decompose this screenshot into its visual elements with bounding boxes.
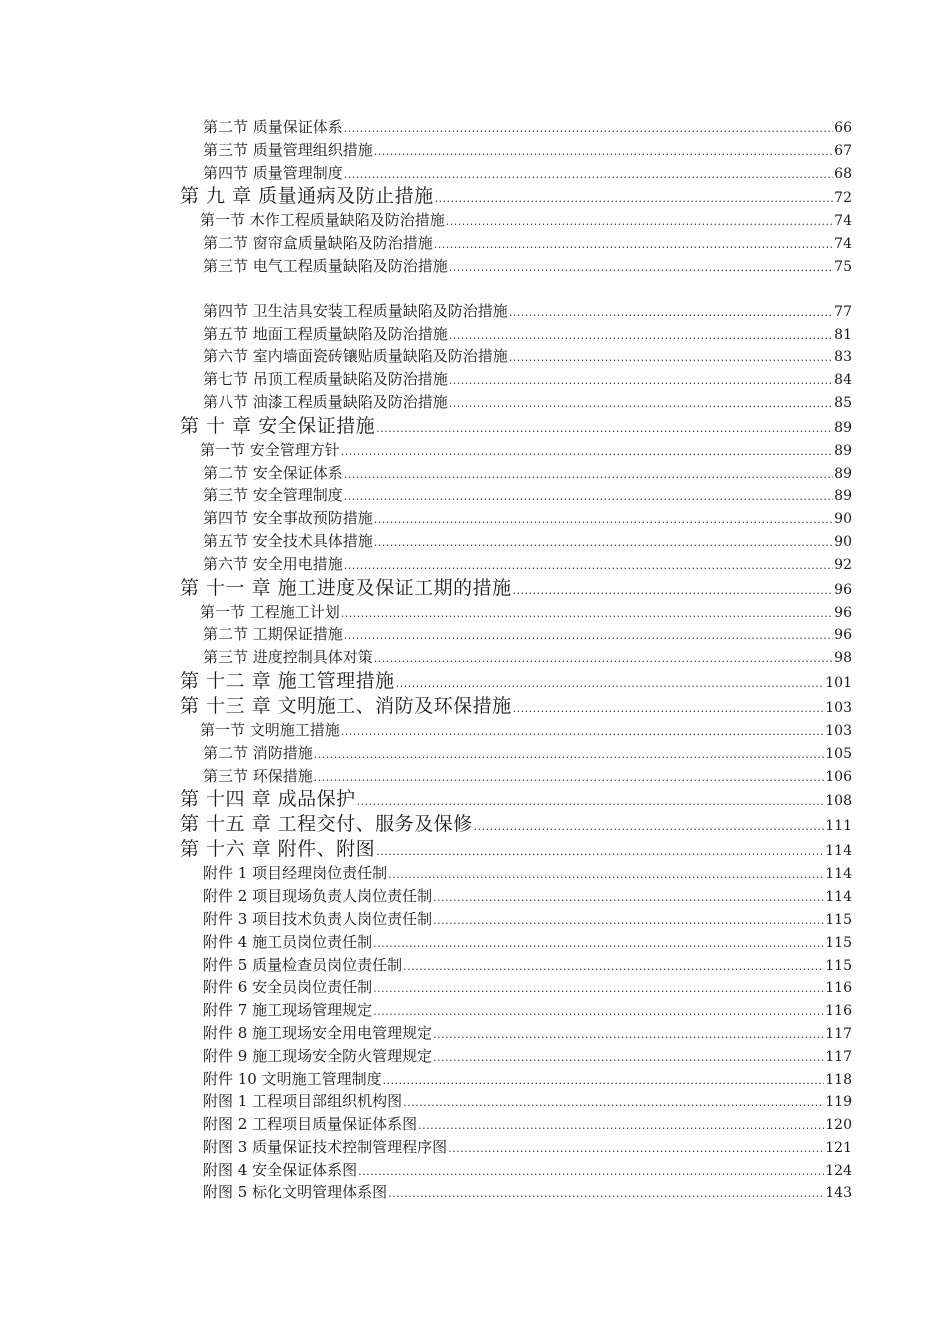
toc-page-number: 103 xyxy=(825,699,852,716)
toc-chapter-entry[interactable] xyxy=(180,787,852,812)
toc-dot-leader xyxy=(344,625,833,648)
toc-section-entry[interactable] xyxy=(203,300,852,323)
toc-page-number: 83 xyxy=(834,349,852,366)
toc-page-number: 116 xyxy=(825,980,852,997)
toc-entry-title: 附件 5 质量检查员岗位责任制 xyxy=(203,955,403,974)
toc-entry-title: 第五节 地面工程质量缺陷及防治措施 xyxy=(203,324,448,343)
toc-entry-title: 第三节 环保措施 xyxy=(203,766,313,785)
toc-page-number: 118 xyxy=(825,1071,852,1088)
toc-page-number: 81 xyxy=(834,326,852,343)
toc-dot-leader xyxy=(433,910,824,933)
toc-page-number: 106 xyxy=(825,768,852,785)
toc-entry-title: 第七节 吊顶工程质量缺陷及防治措施 xyxy=(203,370,448,389)
toc-section-entry[interactable] xyxy=(203,162,852,185)
toc-page-number: 96 xyxy=(834,627,852,644)
toc-entry-title: 附件 4 施工员岗位责任制 xyxy=(203,932,373,951)
toc-dot-leader xyxy=(449,257,833,280)
toc-entry-title: 附件 8 施工现场安全用电管理规定 xyxy=(203,1023,433,1042)
toc-page-number: 114 xyxy=(825,889,852,906)
toc-entry-title: 第 十 章 安全保证措施 xyxy=(180,414,376,437)
toc-page-number: 74 xyxy=(834,236,852,253)
toc-dot-leader xyxy=(344,164,833,187)
toc-page-number: 89 xyxy=(834,488,852,505)
toc-page-number: 115 xyxy=(825,934,852,951)
toc-dot-leader xyxy=(373,978,824,1001)
toc-dot-leader xyxy=(373,1001,824,1024)
toc-entry-title: 附图 3 质量保证技术控制管理程序图 xyxy=(203,1137,448,1156)
toc-dot-leader xyxy=(433,1024,824,1047)
toc-entry-title: 第 十三 章 文明施工、消防及环保措施 xyxy=(180,694,512,717)
toc-page-number: 111 xyxy=(825,818,852,835)
toc-dot-leader xyxy=(388,1183,824,1206)
toc-entry-title: 第四节 卫生洁具安装工程质量缺陷及防治措施 xyxy=(203,301,508,320)
toc-chapter-entry[interactable] xyxy=(180,576,852,601)
toc-dot-leader xyxy=(474,814,825,839)
toc-dot-leader xyxy=(449,370,833,393)
toc-entry-title: 附件 3 项目技术负责人岗位责任制 xyxy=(203,909,433,928)
toc-entry-title: 附图 5 标化文明管理体系图 xyxy=(203,1183,388,1202)
toc-page-number: 89 xyxy=(834,465,852,482)
toc-entry-title: 第二节 工期保证措施 xyxy=(203,625,343,644)
table-of-contents xyxy=(0,116,950,1204)
toc-page-number: 101 xyxy=(825,674,852,691)
toc-section-entry[interactable] xyxy=(203,345,852,368)
toc-page-number: 92 xyxy=(834,556,852,573)
toc-section-entry[interactable] xyxy=(200,719,852,742)
toc-dot-leader xyxy=(446,211,833,234)
toc-page-number: 119 xyxy=(825,1094,852,1111)
toc-dot-leader xyxy=(374,141,833,164)
toc-section-entry[interactable] xyxy=(203,368,852,391)
toc-entry-title: 第八节 油漆工程质量缺陷及防治措施 xyxy=(203,392,448,411)
toc-dot-leader xyxy=(513,578,834,603)
toc-entry-title: 第五节 安全技术具体措施 xyxy=(203,531,373,550)
toc-dot-leader xyxy=(403,1092,824,1115)
toc-entry-title: 第二节 窗帘盒质量缺陷及防治措施 xyxy=(203,234,433,253)
toc-section-entry[interactable] xyxy=(203,1068,852,1091)
toc-dot-leader xyxy=(433,887,824,910)
toc-page-number: 124 xyxy=(825,1162,852,1179)
toc-section-entry[interactable] xyxy=(203,1136,852,1159)
toc-entry-title: 第一节 文明施工措施 xyxy=(200,720,340,739)
toc-dot-leader xyxy=(341,603,833,626)
toc-section-entry[interactable] xyxy=(203,1045,852,1068)
toc-entry-title: 第二节 安全保证体系 xyxy=(203,463,343,482)
toc-entry-title: 附图 2 工程项目质量保证体系图 xyxy=(203,1115,418,1134)
toc-page-number: 103 xyxy=(825,722,852,739)
toc-entry-title: 附件 6 安全员岗位责任制 xyxy=(203,978,373,997)
toc-dot-leader xyxy=(396,671,825,696)
toc-page-number: 117 xyxy=(825,1048,852,1065)
toc-page-number: 90 xyxy=(834,533,852,550)
toc-dot-leader xyxy=(509,302,833,325)
toc-entry-title: 第 九 章 质量通病及防止措施 xyxy=(180,185,434,208)
toc-section-entry[interactable] xyxy=(203,999,852,1022)
toc-entry-title: 附件 7 施工现场管理规定 xyxy=(203,1001,373,1020)
toc-entry-title: 第二节 消防措施 xyxy=(203,743,313,762)
toc-entry-title: 第三节 质量管理组织措施 xyxy=(203,140,373,159)
toc-spacer xyxy=(0,278,950,300)
toc-entry-title: 第 十六 章 附件、附图 xyxy=(180,838,376,861)
toc-dot-leader xyxy=(403,956,824,979)
toc-page-number: 85 xyxy=(834,394,852,411)
toc-section-entry[interactable] xyxy=(203,742,852,765)
toc-dot-leader xyxy=(344,118,833,141)
toc-page-number: 75 xyxy=(834,258,852,275)
toc-section-entry[interactable] xyxy=(203,885,852,908)
toc-section-entry[interactable] xyxy=(203,1022,852,1045)
toc-entry-title: 第一节 工程施工计划 xyxy=(200,602,340,621)
toc-entry-title: 附件 10 文明施工管理制度 xyxy=(203,1069,382,1088)
toc-dot-leader xyxy=(434,234,833,257)
toc-page-number: 114 xyxy=(825,843,852,860)
toc-chapter-entry[interactable] xyxy=(180,669,852,694)
toc-chapter-entry[interactable] xyxy=(180,184,852,209)
toc-entry-title: 第 十二 章 施工管理措施 xyxy=(180,669,395,692)
toc-dot-leader xyxy=(418,1115,824,1138)
toc-dot-leader xyxy=(314,744,824,767)
toc-entry-title: 附件 9 施工现场安全防火管理规定 xyxy=(203,1046,433,1065)
toc-page-number: 115 xyxy=(825,957,852,974)
toc-dot-leader xyxy=(314,767,824,790)
toc-dot-leader xyxy=(344,464,833,487)
toc-page-number: 98 xyxy=(834,650,852,667)
toc-entry-title: 第四节 质量管理制度 xyxy=(203,163,343,182)
toc-dot-leader xyxy=(344,555,833,578)
toc-section-entry[interactable] xyxy=(203,530,852,553)
toc-entry-title: 第 十四 章 成品保护 xyxy=(180,788,356,811)
toc-page-number: 77 xyxy=(834,303,852,320)
toc-page-number: 84 xyxy=(834,372,852,389)
toc-dot-leader xyxy=(374,509,833,532)
toc-section-entry[interactable] xyxy=(203,646,852,669)
toc-chapter-entry[interactable] xyxy=(180,414,852,439)
toc-page-number: 68 xyxy=(834,165,852,182)
toc-page-number: 115 xyxy=(825,911,852,928)
toc-page-number: 74 xyxy=(834,213,852,230)
toc-page-number: 108 xyxy=(825,793,852,810)
toc-chapter-entry[interactable] xyxy=(180,812,852,837)
toc-entry-title: 第三节 电气工程质量缺陷及防治措施 xyxy=(203,256,448,275)
toc-dot-leader xyxy=(513,696,825,721)
toc-entry-title: 第六节 室内墙面瓷砖镶贴质量缺陷及防治措施 xyxy=(203,347,508,366)
toc-section-entry[interactable] xyxy=(203,391,852,414)
toc-dot-leader xyxy=(448,1138,824,1161)
toc-section-entry[interactable] xyxy=(203,976,852,999)
toc-dot-leader xyxy=(433,1047,824,1070)
toc-section-entry[interactable] xyxy=(200,439,852,462)
toc-page-number: 66 xyxy=(834,120,852,136)
toc-page-number: 89 xyxy=(834,419,852,436)
toc-section-entry[interactable] xyxy=(203,462,852,485)
toc-entry-title: 第 十一 章 施工进度及保证工期的措施 xyxy=(180,576,512,599)
toc-entry-title: 第 十五 章 工程交付、服务及保修 xyxy=(180,813,473,836)
toc-dot-leader xyxy=(449,393,833,416)
toc-section-entry[interactable] xyxy=(203,931,852,954)
toc-dot-leader xyxy=(374,648,833,671)
toc-dot-leader xyxy=(509,347,833,370)
toc-entry-title: 附图 4 安全保证体系图 xyxy=(203,1160,358,1179)
toc-entry-title: 第一节 安全管理方针 xyxy=(200,440,340,459)
toc-page-number: 89 xyxy=(834,442,852,459)
toc-page-number: 67 xyxy=(834,142,852,159)
toc-section-entry[interactable] xyxy=(203,1090,852,1113)
toc-dot-leader xyxy=(344,486,833,509)
toc-section-entry[interactable] xyxy=(200,209,852,232)
toc-dot-leader xyxy=(383,1070,825,1093)
toc-section-entry[interactable] xyxy=(203,954,852,977)
toc-page-number: 120 xyxy=(825,1117,852,1134)
toc-section-entry[interactable] xyxy=(203,139,852,162)
toc-page-number: 96 xyxy=(834,604,852,621)
toc-entry-title: 第三节 进度控制具体对策 xyxy=(203,648,373,667)
toc-dot-leader xyxy=(376,839,824,864)
toc-dot-leader xyxy=(376,416,833,441)
toc-section-entry[interactable] xyxy=(203,1113,852,1136)
toc-entry-title: 第六节 安全用电措施 xyxy=(203,554,343,573)
toc-section-entry[interactable] xyxy=(203,862,852,885)
toc-section-entry[interactable] xyxy=(200,601,852,624)
toc-dot-leader xyxy=(341,721,824,744)
toc-section-entry[interactable] xyxy=(203,1181,852,1204)
toc-section-entry[interactable] xyxy=(203,323,852,346)
toc-section-entry[interactable] xyxy=(203,484,852,507)
toc-dot-leader xyxy=(373,933,824,956)
toc-page-number: 143 xyxy=(825,1185,852,1202)
toc-section-entry[interactable] xyxy=(203,553,852,576)
toc-section-entry[interactable] xyxy=(203,765,852,788)
toc-page-number: 105 xyxy=(825,745,852,762)
toc-entry-title: 附件 2 项目现场负责人岗位责任制 xyxy=(203,887,433,906)
toc-dot-leader xyxy=(341,441,833,464)
toc-entry-title: 第一节 木作工程质量缺陷及防治措施 xyxy=(200,211,445,230)
toc-entry-title: 第三节 安全管理制度 xyxy=(203,486,343,505)
toc-page-number: 117 xyxy=(825,1025,852,1042)
toc-section-entry[interactable] xyxy=(203,623,852,646)
toc-chapter-entry[interactable] xyxy=(180,837,852,862)
toc-dot-leader xyxy=(374,532,833,555)
toc-section-entry[interactable] xyxy=(203,908,852,931)
toc-section-entry[interactable] xyxy=(203,255,852,278)
toc-entry-title: 第二节 质量保证体系 xyxy=(203,118,343,136)
toc-chapter-entry[interactable] xyxy=(180,694,852,719)
toc-section-entry[interactable] xyxy=(203,1159,852,1182)
toc-entry-title: 第四节 安全事故预防措施 xyxy=(203,509,373,528)
toc-dot-leader xyxy=(358,1161,824,1184)
toc-page-number: 114 xyxy=(825,866,852,883)
toc-dot-leader xyxy=(357,789,825,814)
toc-section-entry[interactable] xyxy=(203,507,852,530)
toc-dot-leader xyxy=(435,186,834,211)
toc-page-number: 116 xyxy=(825,1003,852,1020)
toc-section-entry[interactable] xyxy=(203,116,852,139)
toc-entry-title: 附图 1 工程项目部组织机构图 xyxy=(203,1092,403,1111)
toc-dot-leader xyxy=(449,325,833,348)
toc-entry-title: 附件 1 项目经理岗位责任制 xyxy=(203,864,388,883)
toc-page-number: 121 xyxy=(825,1139,852,1156)
toc-page-number: 96 xyxy=(834,581,852,598)
toc-dot-leader xyxy=(388,864,824,887)
toc-page-number: 90 xyxy=(834,511,852,528)
toc-page-number: 72 xyxy=(834,190,852,207)
toc-section-entry[interactable] xyxy=(203,232,852,255)
